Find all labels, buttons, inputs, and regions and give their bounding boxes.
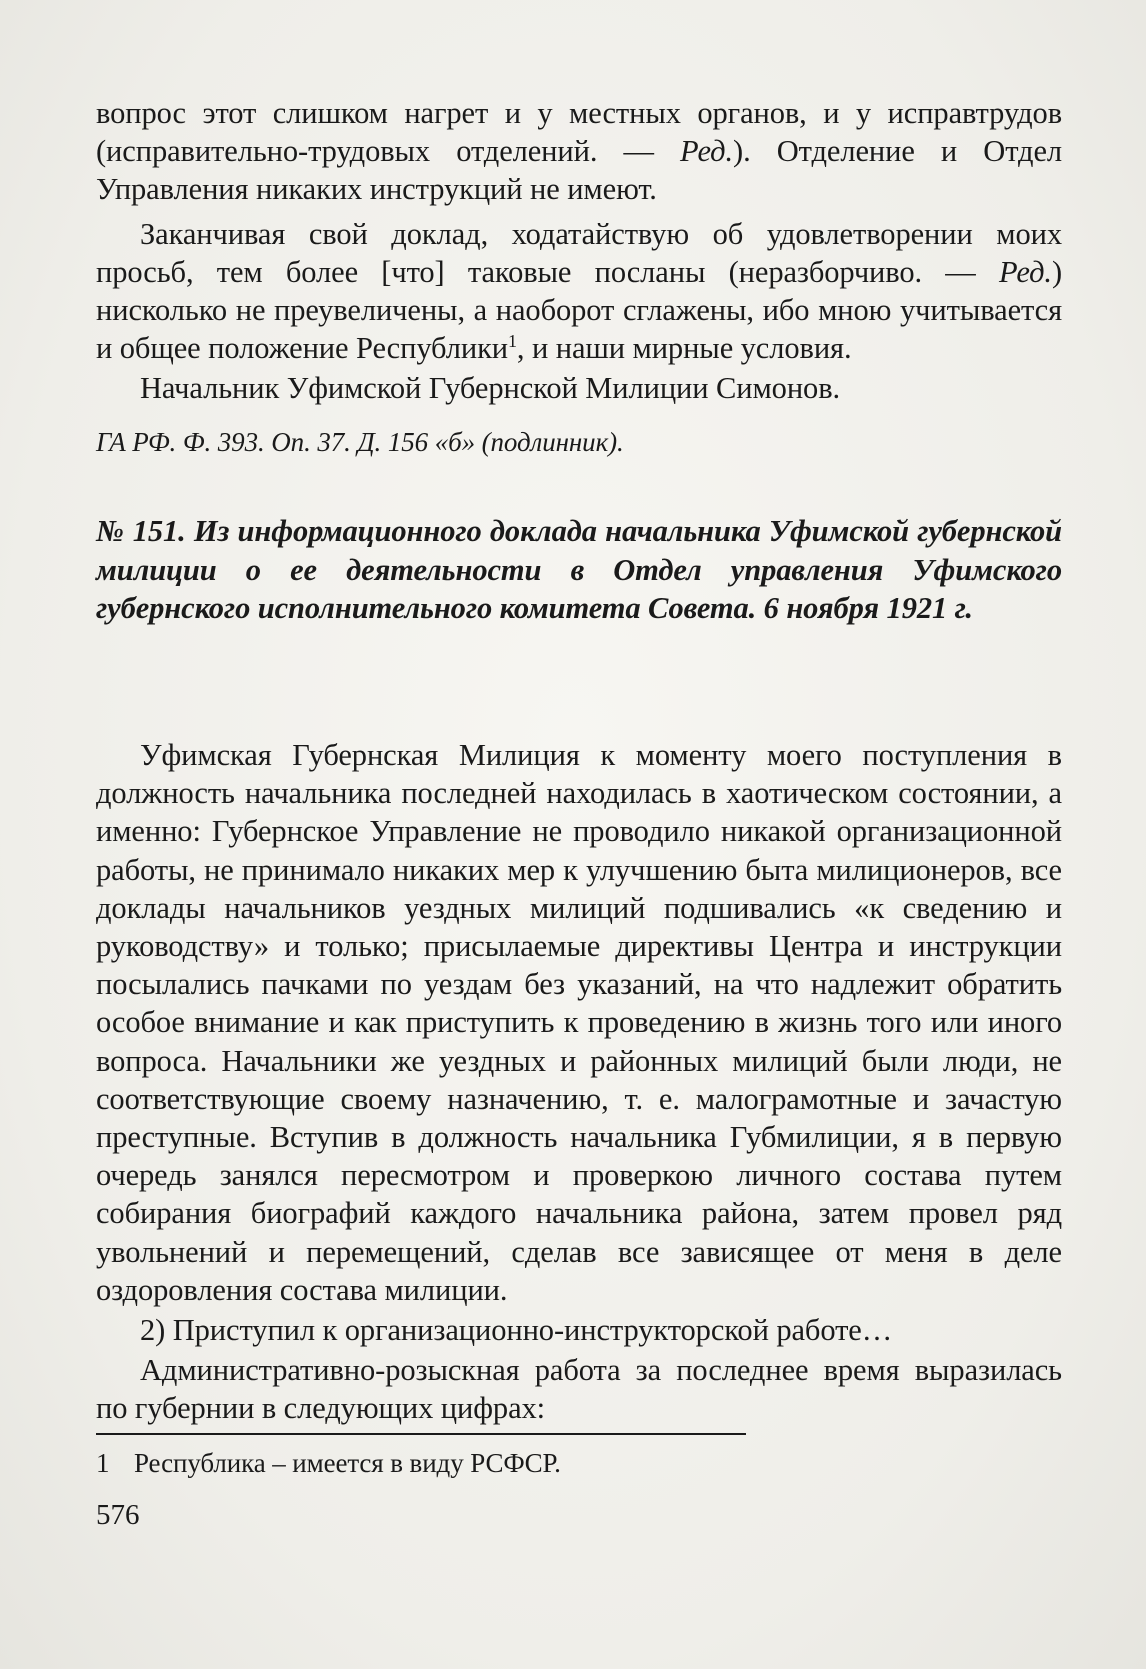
document-title: № 151. Из информационного доклада начальника Уфимской губернской милиции о ее деятельности в Отдел управления Уфимского губернского исполнительного комитета Совета. 6 ноября 1921 г. [96,514,1062,626]
editor-note: Ред. [680,134,734,169]
document-heading [96,512,1062,628]
footnote-text: Республика – имеется в виду РСФСР. [134,1448,561,1478]
footnote-number: 1 [96,1448,110,1478]
archive-source: ГА РФ. Ф. 393. Оп. 37. Д. 156 «б» (подлинник). [96,427,624,457]
body-paragraph: 2) Приступил к организационно-инструкторской работе… [140,1313,893,1348]
footnote [96,1446,1062,1480]
paragraph-continuation: вопрос этот слишком нагрет и у местных органов, и у исправтрудов (исправительно-трудовых отделений. — Ред.). Отделение и Отдел Управления никаких инструкций не имеют. [96,96,1062,207]
body-paragraph: Уфимская Губернская Милиция к моменту моего поступления в должность начальника последней находилась в хаотическом состоянии, а именно: Губернское Управление не проводило никакой организационной работы, не принимало никаких мер к улучшению быта милиционеров, все доклады начальников уездных милиций подшивались «к сведению и руководству» и только; присылаемые директивы Центра и инструкции посылались пачками по уездам без указаний, на что надлежит обратить особое внимание и как приступить к проведению в жизнь того или иного вопроса. Начальники же уездных и районных милиций были люди, не соответствующие своему назначению, т. е. малограмотные и зачастую преступные. Вступив в должность начальника Губмилиции, я в первую очередь занялся пересмотром и проверкою личного состава путем собирания биографий каждого начальника района, затем провел ряд увольнений и перемещений, сделав все зависящее от меня в деле оздоровления состава милиции. [96,738,1062,1307]
signature: Начальник Уфимской Губернской Милиции Симонов. [140,371,841,406]
footnote-rule [96,1433,746,1435]
body-paragraph: Административно-розыскная работа за последнее время выразилась по губернии в следующих цифрах: [96,1353,1062,1426]
intro-text [96,94,1062,408]
page-number: 576 [96,1499,140,1531]
editor-note: Ред. [998,254,1052,289]
paragraph-closing: Заканчивая свой доклад, ходатайствую об удовлетворении моих просьб, тем более [что] таковые посланы (неразборчиво. — Ред.) нисколько не преувеличены, а наоборот сглажены, ибо мною учитывается и общее положение Республики$^1$, и наши мирные условия. [96,216,1062,366]
document-body [96,736,1062,1428]
footnote-reference: 1 [508,331,517,352]
